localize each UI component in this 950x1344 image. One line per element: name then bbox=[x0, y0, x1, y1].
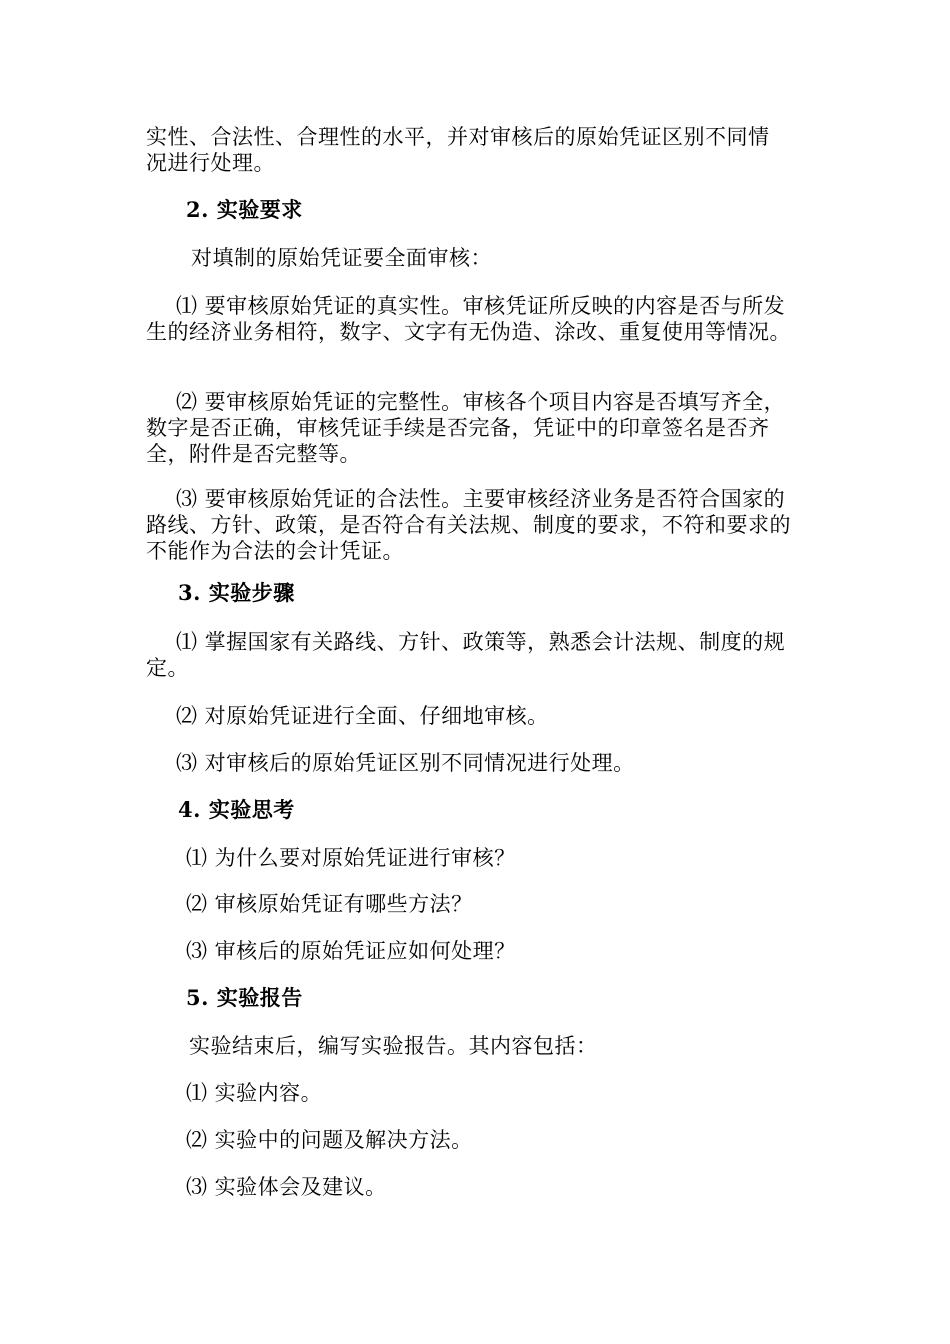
section-heading-report: 5. 实验报告 bbox=[186, 985, 303, 1010]
thinking-item-3: ⑶ 审核后的原始凭证应如何处理？ bbox=[186, 939, 516, 963]
section-heading-steps: 3. 实验步骤 bbox=[178, 580, 295, 605]
section-heading-requirements: 2. 实验要求 bbox=[186, 197, 303, 222]
requirements-item-1: ⑴ 要审核原始凭证的真实性。审核凭证所反映的内容是否与所发生的经济业务相符，数字、文字有无伪造、涂改、重复使用等情况。 bbox=[146, 294, 791, 344]
report-item-1: ⑴ 实验内容。 bbox=[186, 1081, 323, 1105]
intro-line-1: 实性、合法性、合理性的水平，并对审核后的原始凭证区别不同情 bbox=[146, 125, 770, 149]
thinking-item-1: ⑴ 为什么要对原始凭证进行审核？ bbox=[186, 846, 516, 870]
thinking-item-2: ⑵ 审核原始凭证有哪些方法？ bbox=[186, 892, 473, 916]
requirements-item-3: ⑶ 要审核原始凭证的合法性。主要审核经济业务是否符合国家的路线、方针、政策，是否符合有关法规、制度的要求，不符和要求的不能作为合法的会计凭证。 bbox=[146, 487, 791, 563]
report-item-2: ⑵ 实验中的问题及解决方法。 bbox=[186, 1128, 473, 1152]
report-item-3: ⑶ 实验体会及建议。 bbox=[186, 1175, 387, 1199]
steps-item-1: ⑴ 掌握国家有关路线、方针、政策等，熟悉会计法规、制度的规定。 bbox=[146, 630, 786, 680]
report-lead: 实验结束后，编写实验报告。其内容包括： bbox=[189, 1034, 598, 1058]
requirements-lead: 对填制的原始凭证要全面审核： bbox=[191, 246, 492, 270]
section-heading-thinking: 4. 实验思考 bbox=[178, 797, 295, 822]
steps-item-3: ⑶ 对审核后的原始凭证区别不同情况进行处理。 bbox=[176, 751, 635, 775]
steps-item-2: ⑵ 对原始凭证进行全面、仔细地审核。 bbox=[176, 704, 549, 728]
requirements-item-2: ⑵ 要审核原始凭证的完整性。审核各个项目内容是否填写齐全，数字是否正确，审核凭证手续是否完备，凭证中的印章签名是否齐全，附件是否完整等。 bbox=[146, 390, 786, 466]
intro-line-2: 况进行处理。 bbox=[146, 151, 275, 175]
